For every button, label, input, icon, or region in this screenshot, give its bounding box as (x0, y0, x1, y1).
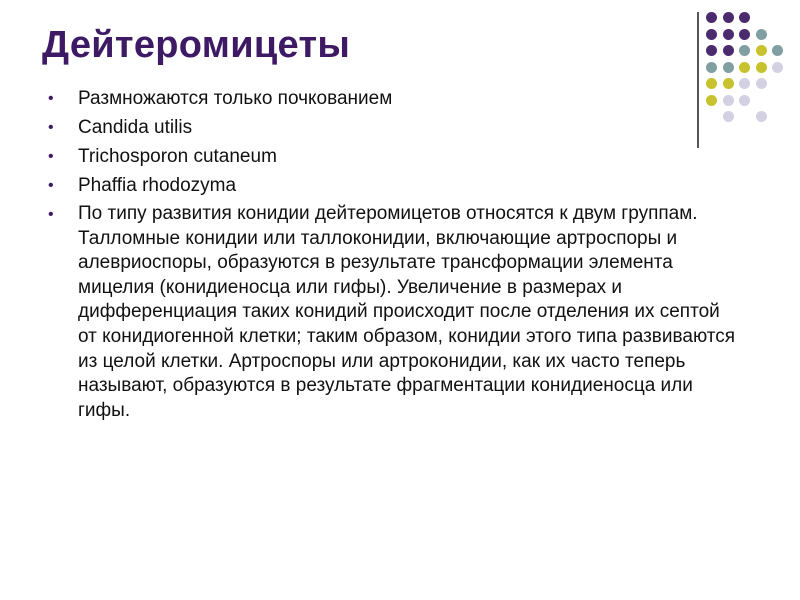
decorative-dot (723, 62, 734, 73)
bullet-item (46, 144, 736, 169)
decorative-dot (756, 62, 767, 73)
bullet-text: Trichosporon cutaneum (78, 146, 277, 167)
decorative-dot (739, 95, 750, 106)
bullet-text: Candida utilis (78, 117, 193, 138)
bullet-item (46, 202, 738, 423)
decorative-dot (723, 12, 734, 23)
decorative-dot (706, 62, 717, 73)
decorative-dot (756, 111, 767, 122)
decorative-dot (739, 78, 750, 89)
decorative-dot (706, 29, 717, 40)
decorative-dot (706, 12, 717, 23)
decorative-dot (772, 62, 783, 73)
decorative-dot (756, 45, 767, 56)
decorative-dot (772, 45, 783, 56)
decorative-dot (739, 62, 750, 73)
decorative-dot (739, 29, 750, 40)
bullet-marker: • (48, 177, 54, 194)
decorative-dot (756, 29, 767, 40)
bullet-text: Phaffia rhodozyma (78, 175, 237, 196)
bullet-marker: • (48, 148, 54, 165)
decorative-dot (739, 45, 750, 56)
bullet-item (46, 173, 736, 198)
bullet-marker: • (48, 119, 54, 136)
bullet-item (46, 115, 736, 140)
decorative-dot (739, 12, 750, 23)
bullet-marker: • (48, 206, 54, 223)
decorative-dot (706, 45, 717, 56)
bullet-list (46, 86, 736, 427)
bullet-text: Размножаются только почкованием (78, 88, 393, 109)
decorative-dot (723, 29, 734, 40)
decorative-dot (723, 45, 734, 56)
bullet-text: По типу развития конидии дейтеромицетов относятся к двум группам. Талломные конидии или таллоконидии, включающие артроспоры и алевриоспоры, образуются в результате трансформации элемента мицелия (конидиеносца или гифы). Увеличение в размерах и дифференциация таких конидий происходит после отделения их септой от конидиогенной клетки; таким образом, конидии этого типа развиваются из целой клетки. Артроспоры или артроконидии, как их часто теперь называют, образуются в результате фрагментации конидиеносца или гифы. (78, 203, 736, 421)
slide-title: Дейтеромицеты (42, 24, 351, 66)
decorative-dot (756, 78, 767, 89)
bullet-marker: • (48, 90, 54, 107)
bullet-item (46, 86, 736, 111)
